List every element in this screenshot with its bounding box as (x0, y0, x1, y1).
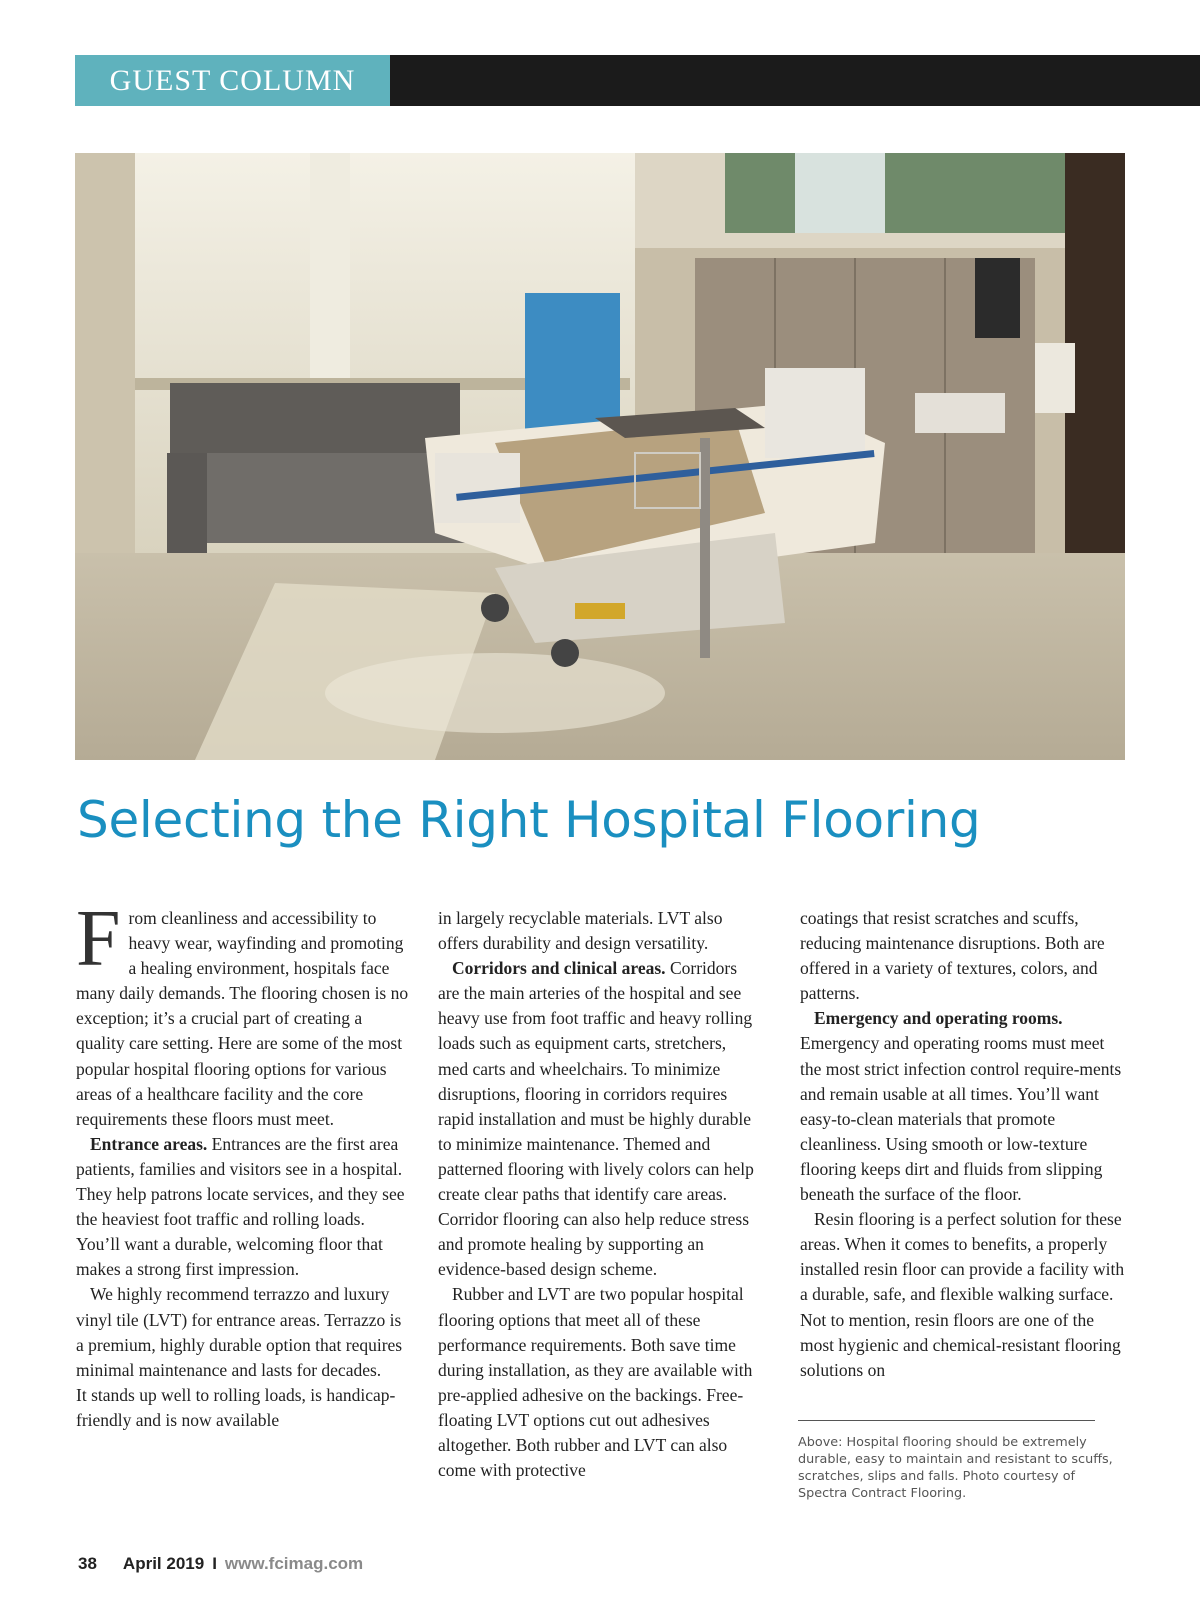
intro-paragraph (76, 895, 411, 1132)
entrance-heading: Entrance areas. (90, 1133, 208, 1154)
photo-caption: Above: Hospital flooring should be extremely durable, easy to maintain and resistant to scuffs, scratches, slips and falls. Photo courtesy of Spectra Contract Flooring. (798, 1435, 1113, 1501)
entrance-recommendation-cont: It stands up well to rolling loads, is handicap-friendly and is now available (76, 1384, 396, 1430)
section-label: GUEST COLUMN (75, 55, 390, 106)
article-title: Selecting the Right Hospital Flooring (77, 791, 981, 849)
drop-cap: F (76, 895, 121, 983)
entrance-paragraph (76, 1132, 411, 1283)
intro-text: rom cleanliness and accessibility to heavy wear, wayfinding and promoting a healing environment, hospitals face many daily demands. The flooring chosen is no exception; it’s a crucial part of creating a quality care setting. Here are some of the most popular hospital flooring options for various areas of a healthcare facility and the core requirements these floors must meet. (76, 908, 409, 1129)
entrance-text: Entrances are the first area patients, families and visitors see in a hospital. They help patrons locate services, and they see the heaviest foot traffic and rolling loads. You’ll want a durable, welcoming floor that makes a strong first impression. (76, 1133, 405, 1280)
article-column-3 (800, 906, 1125, 1383)
rubber-lvt-paragraph-cont: coatings that resist scratches and scuffs, reducing maintenance disruptions. Both are offered in a variety of textures, colors, and patterns. (800, 908, 1105, 1004)
emergency-heading-paragraph (800, 1006, 1125, 1031)
resin-paragraph: Resin flooring is a perfect solution for these areas. When it comes to benefits, a properly installed resin floor can provide a facility with a durable, safe, and flexible walking surface. Not to mention, resin floors are one of the most hygienic and chemical-resistant flooring solutions on (800, 1209, 1125, 1380)
website-link[interactable]: www.fcimag.com (224, 1554, 364, 1573)
corridor-text: Corridors are the main arteries of the hospital and see heavy use from foot traffic and heavy rolling loads such as equipment carts, stretchers, med carts and wheelchairs. To minimize disruptions, flooring in corridors requires rapid installation and must be highly durable to minimize maintenance. Themed and patterned flooring with lively colors can help create clear paths that identify care areas. Corridor flooring can also help reduce stress and promote healing by supporting an evidence-based design scheme. (438, 958, 754, 1280)
entrance-recommendation: We highly recommend terrazzo and luxury vinyl tile (LVT) for entrance areas. Terrazzo is a premium, highly durable option that requires minimal maintenance and lasts for decades. (76, 1284, 403, 1380)
corridor-heading: Corridors and clinical areas. (452, 958, 666, 979)
page-footer (78, 1554, 363, 1574)
corridor-paragraph (438, 956, 758, 1282)
article-column-2 (438, 906, 758, 1483)
page-number: 38 (78, 1554, 97, 1573)
emergency-paragraph: Emergency and operating rooms must meet the most strict infection control require-ments and remain usable at all times. You’ll want easy-to-clean materials that promote cleanliness. Using smooth or low-texture flooring keeps dirt and fluids from slipping beneath the surface of the floor. (800, 1033, 1122, 1205)
footer-separator: I (212, 1554, 217, 1573)
caption-divider (798, 1420, 1095, 1421)
article-column-1 (76, 895, 411, 1433)
emergency-heading: Emergency and operating rooms. (814, 1008, 1063, 1029)
rubber-lvt-paragraph: Rubber and LVT are two popular hospital flooring options that meet all of these performance requirements. Both save time during installation, as they are available with pre-applied adhesive on the backings. Free-floating LVT options cut out adhesives altogether. Both rubber and LVT can also come with protective (438, 1284, 753, 1481)
issue-date: April 2019 (122, 1554, 205, 1573)
entrance-recommendation-end: in largely recyclable materials. LVT also offers durability and design versatility. (438, 908, 723, 954)
hospital-room-photo (75, 153, 1125, 760)
